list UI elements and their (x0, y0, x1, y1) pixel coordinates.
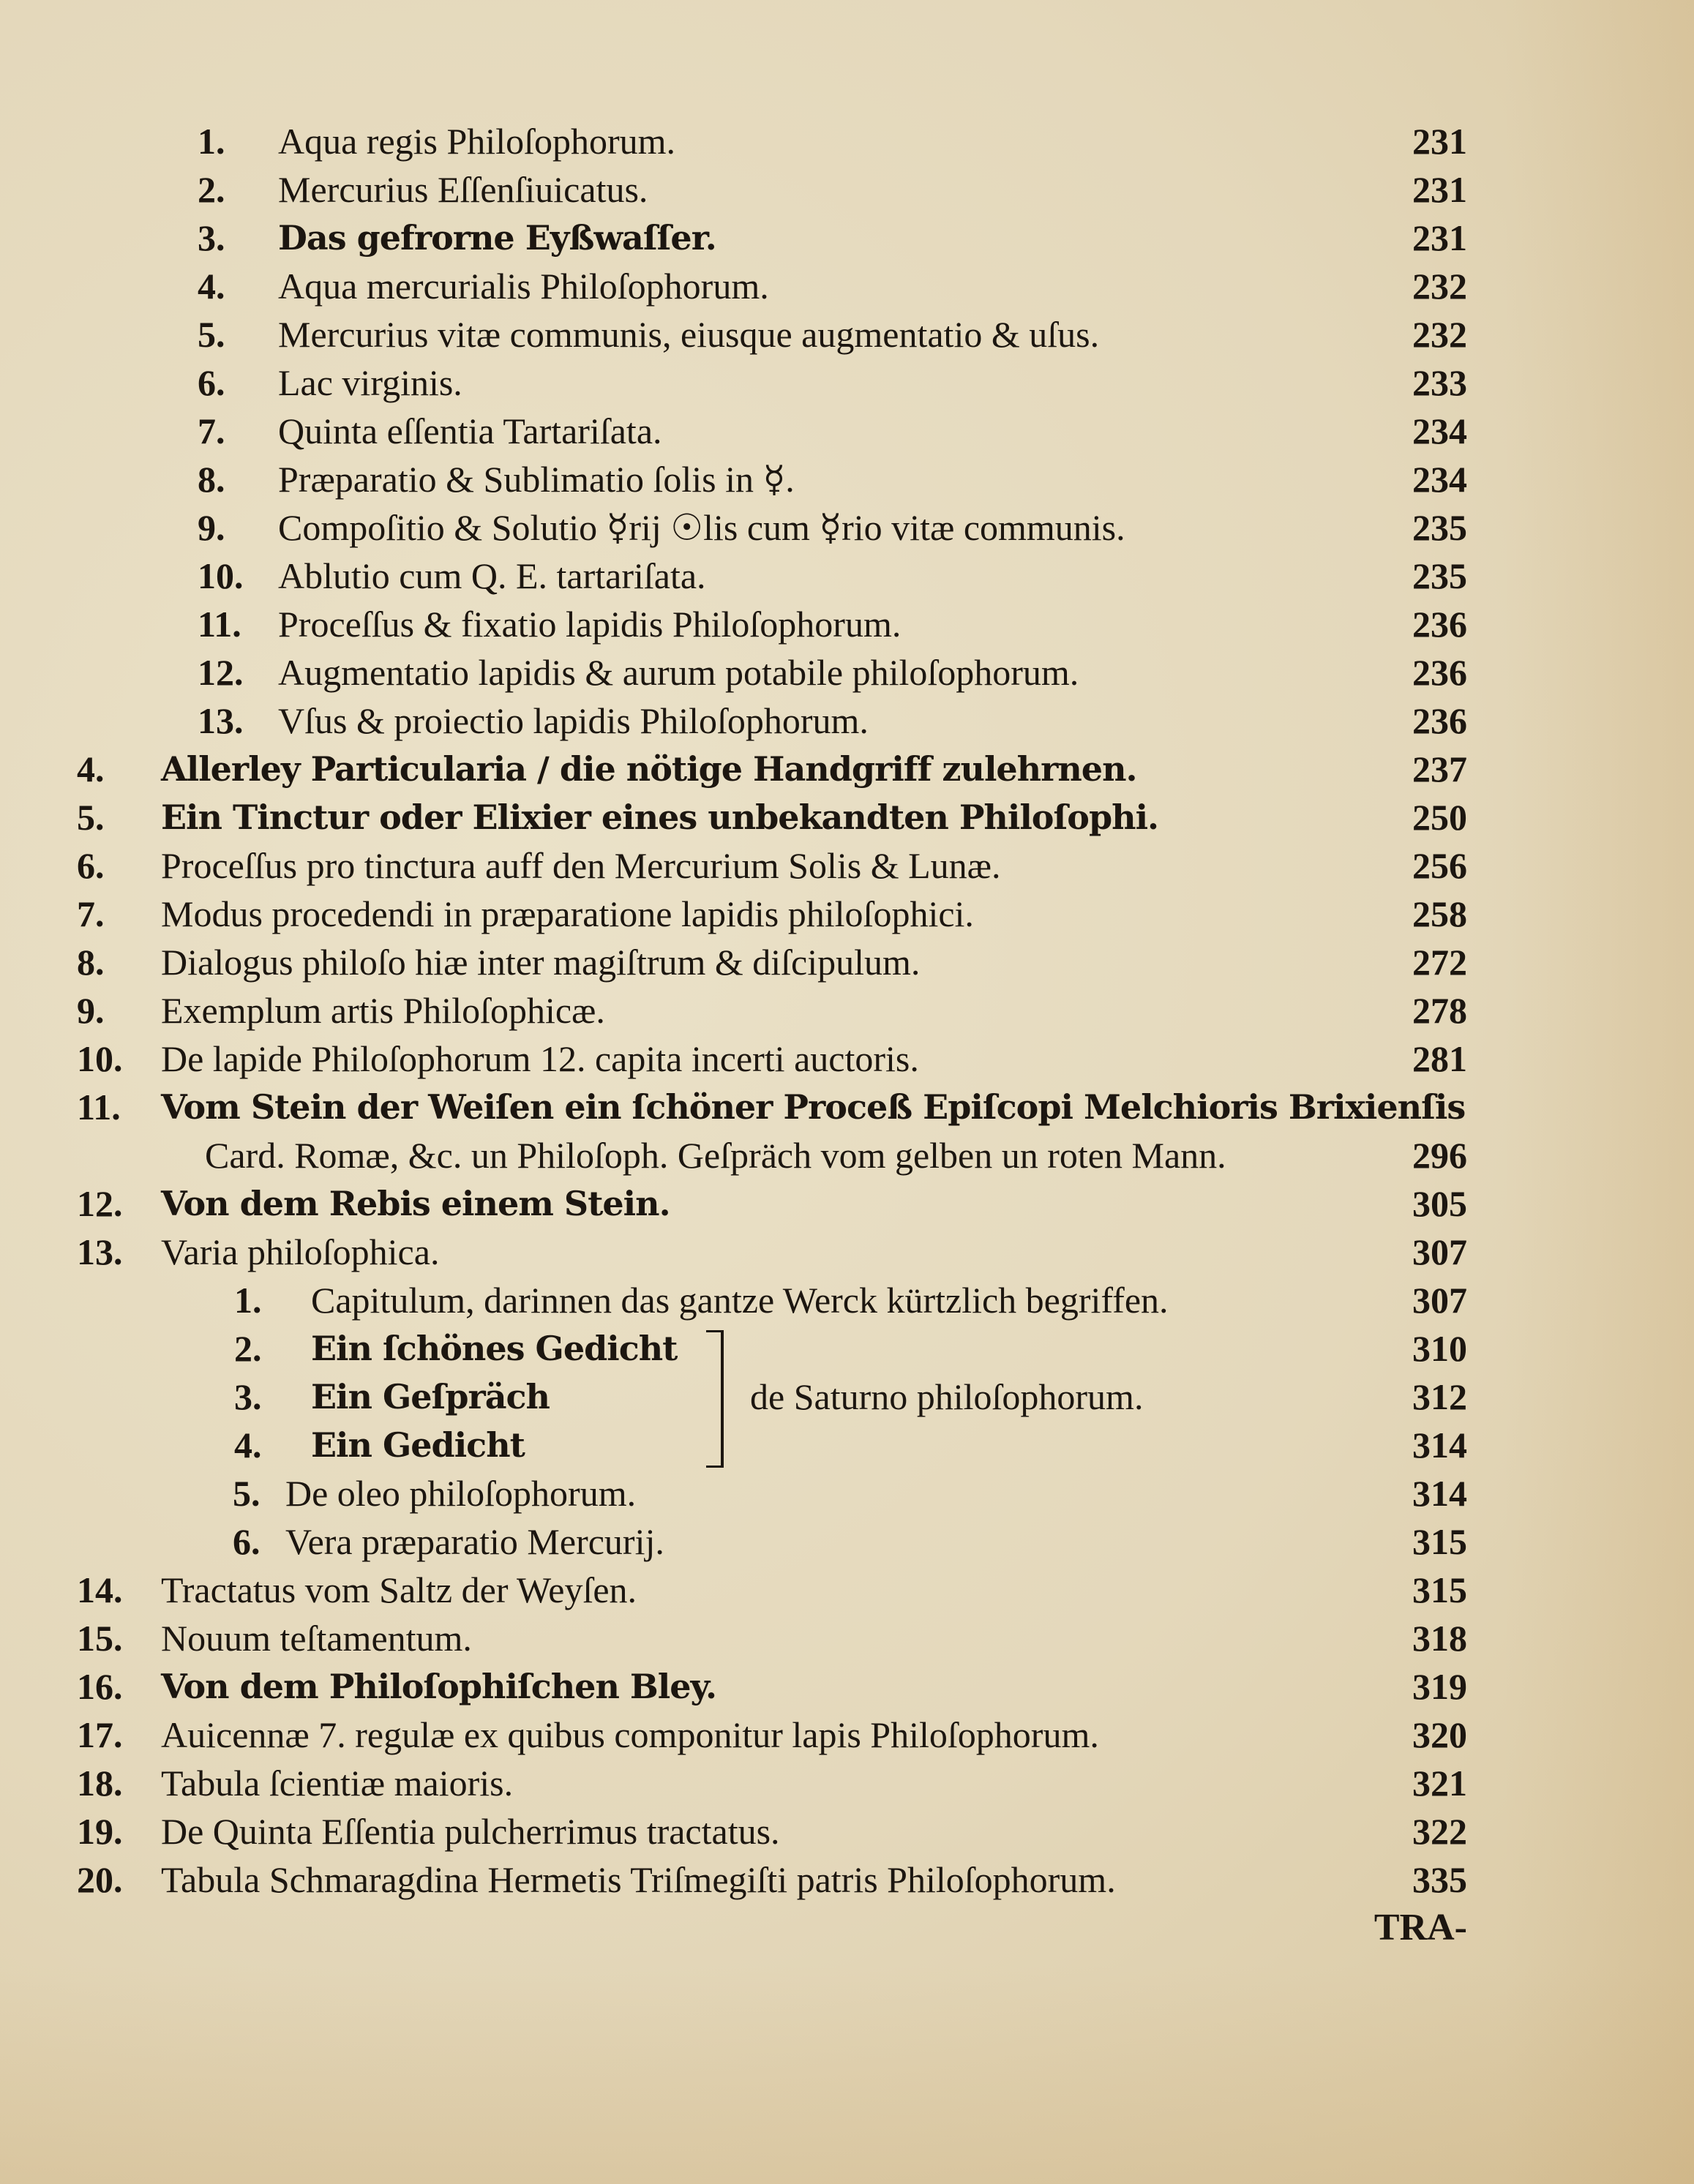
entry-title: Aqua regis Philoſophorum. (278, 121, 676, 162)
toc-entry (0, 1469, 1694, 1517)
entry-page-number: 234 (1412, 459, 1467, 500)
entry-page-number: 315 (1412, 1521, 1467, 1562)
toc-entry (0, 841, 1694, 890)
entry-number: 3. (234, 1376, 262, 1417)
entry-title: Præparatio & Sublimatio ſolis in ☿. (278, 459, 795, 500)
entry-number: 6. (77, 845, 105, 886)
entry-title: Ablutio cum Q. E. tartariſata. (278, 555, 706, 596)
entry-page-number: 231 (1412, 169, 1467, 210)
entry-page-number: 307 (1412, 1231, 1467, 1272)
toc-entry (0, 310, 1694, 359)
entry-number: 4. (77, 748, 105, 789)
entry-title: Card. Romæ, &c. un Philoſoph. Geſpräch vom gelben un roten Mann. (205, 1135, 1226, 1176)
entry-page-number: 231 (1412, 121, 1467, 162)
entry-title: Tabula ſcientiæ maioris. (161, 1763, 514, 1804)
entry-page-number: 305 (1412, 1183, 1467, 1224)
entry-number: 12. (77, 1183, 123, 1224)
entry-title: Ein Geſpräch (311, 1377, 550, 1416)
entry-page-number: 322 (1412, 1811, 1467, 1852)
entry-title: De Quinta Eſſentia pulcherrimus tractatus. (161, 1811, 780, 1852)
entry-number: 8. (198, 459, 225, 500)
entry-page-number: 235 (1412, 555, 1467, 596)
entry-page-number: 256 (1412, 845, 1467, 886)
toc-entry (0, 890, 1694, 938)
toc-entry (0, 1759, 1694, 1807)
entry-page-number: 314 (1412, 1425, 1467, 1466)
entry-page-number: 335 (1412, 1859, 1467, 1900)
entry-page-number: 278 (1412, 990, 1467, 1031)
entry-number: 9. (198, 507, 225, 548)
toc-entry (0, 503, 1694, 552)
entry-number: 6. (233, 1521, 261, 1562)
entry-number: 6. (198, 362, 225, 403)
entry-page-number: 231 (1412, 217, 1467, 258)
entry-page-number: 310 (1412, 1328, 1467, 1369)
entry-title: Vom Stein der Weiſen ein ſchöner Proceß Epiſcopi Melchioris Brixienſis (161, 1087, 1466, 1127)
entry-title: Allerley Particularia / die nötige Handgriff zulehrnen. (161, 749, 1137, 789)
entry-title: Lac virginis. (278, 362, 462, 403)
entry-title: Modus procedendi in præparatione lapidis philoſophici. (161, 893, 974, 934)
entry-page-number: 315 (1412, 1569, 1467, 1610)
entry-number: 3. (198, 217, 225, 258)
catchword: TRA- (1373, 1907, 1467, 1948)
entry-number: 17. (77, 1714, 123, 1755)
entry-page-number: 232 (1412, 266, 1467, 307)
entry-page-number: 281 (1412, 1038, 1467, 1079)
toc-entry (0, 1276, 1694, 1324)
entry-title: De oleo philoſophorum. (285, 1473, 637, 1514)
entry-number: 2. (234, 1328, 262, 1369)
entry-number: 5. (77, 797, 105, 838)
entry-title: Vera præparatio Mercurij. (285, 1521, 664, 1562)
entry-title: Von dem Rebis einem Stein. (161, 1184, 670, 1223)
toc-entry (0, 1324, 1694, 1373)
entry-number: 11. (198, 604, 241, 645)
entry-page-number: 321 (1412, 1763, 1467, 1804)
toc-entry (0, 1517, 1694, 1566)
toc-entry (0, 986, 1694, 1035)
entry-number: 10. (198, 555, 244, 596)
entry-number: 19. (77, 1811, 123, 1852)
entry-title: Tabula Schmaragdina Hermetis Triſmegiſti patris Philoſophorum. (161, 1859, 1116, 1900)
entry-title: Das gefrorne Eyßwaſſer. (278, 218, 716, 258)
toc-entry (0, 1083, 1694, 1131)
entry-page-number: 236 (1412, 652, 1467, 693)
entry-title: Tractatus vom Saltz der Weyſen. (161, 1569, 637, 1610)
entry-title: Dialogus philoſo hiæ inter magiſtrum & diſcipulum. (161, 942, 921, 983)
entry-number: 1. (198, 121, 225, 162)
toc-entry (0, 697, 1694, 745)
entry-page-number: 250 (1412, 797, 1467, 838)
toc-entry (0, 1614, 1694, 1662)
toc-entry (0, 745, 1694, 793)
entry-page-number: 272 (1412, 942, 1467, 983)
toc-entry (0, 1421, 1694, 1469)
entry-number: 5. (198, 314, 225, 355)
toc-entry (0, 938, 1694, 986)
toc-entry (0, 1566, 1694, 1614)
entry-page-number: 236 (1412, 700, 1467, 741)
toc-entry (0, 1035, 1694, 1083)
entry-title: Proceſſus & fixatio lapidis Philoſophorum. (278, 604, 902, 645)
entry-number: 13. (198, 700, 244, 741)
entry-page-number: 235 (1412, 507, 1467, 548)
entry-number: 14. (77, 1569, 123, 1610)
toc-entry (0, 1711, 1694, 1759)
entry-number: 4. (234, 1425, 262, 1466)
entry-title: Mercurius Eſſenſiuicatus. (278, 169, 648, 210)
toc-entry (0, 1807, 1694, 1855)
entry-title: Vſus & proiectio lapidis Philoſophorum. (278, 700, 869, 741)
entry-number: 12. (198, 652, 244, 693)
entry-title: Varia philoſophica. (161, 1231, 440, 1272)
entry-number: 7. (77, 893, 105, 934)
entry-page-number: 320 (1412, 1714, 1467, 1755)
entry-title: Capitulum, darinnen das gantze Werck kürtzlich begriffen. (311, 1280, 1169, 1321)
entry-number: 1. (234, 1280, 262, 1321)
toc-entry (0, 214, 1694, 262)
entry-title: Compoſitio & Solutio ☿rij ☉lis cum ☿rio vitæ communis. (278, 507, 1125, 548)
entry-page-number: 314 (1412, 1473, 1467, 1514)
entry-page-number: 258 (1412, 893, 1467, 934)
entry-page-number: 296 (1412, 1135, 1467, 1176)
entry-page-number: 312 (1412, 1376, 1467, 1417)
entry-title: Quinta eſſentia Tartariſata. (278, 410, 662, 451)
toc-entry (0, 359, 1694, 407)
toc-entry (0, 407, 1694, 455)
entry-title: Auicennæ 7. regulæ ex quibus componitur lapis Philoſophorum. (161, 1714, 1099, 1755)
entry-number: 9. (77, 990, 105, 1031)
entry-number: 10. (77, 1038, 123, 1079)
bracket-divider (706, 1330, 724, 1468)
toc-entry (0, 1662, 1694, 1711)
entry-page-number: 234 (1412, 410, 1467, 451)
entry-number: 2. (198, 169, 225, 210)
entry-title: Von dem Philoſophiſchen Bley. (161, 1667, 716, 1706)
toc-entry (0, 455, 1694, 503)
entry-title: Proceſſus pro tinctura auff den Mercurium Solis & Lunæ. (161, 845, 1001, 886)
toc-entry (0, 117, 1694, 165)
entry-number: 11. (77, 1087, 121, 1127)
toc-entry (0, 1855, 1694, 1904)
toc-entry (0, 793, 1694, 841)
toc-entry (0, 165, 1694, 214)
entry-number: 16. (77, 1666, 123, 1707)
toc-entry (0, 262, 1694, 310)
entry-title: Mercurius vitæ communis, eiusque augmentatio & uſus. (278, 314, 1100, 355)
entry-page-number: 237 (1412, 748, 1467, 789)
entry-title: Ein ſchönes Gedicht (311, 1329, 678, 1368)
entry-page-number: 236 (1412, 604, 1467, 645)
entry-title: Exemplum artis Philoſophicæ. (161, 990, 605, 1031)
entry-title: Ein Tinctur oder Elixier eines unbekandten Philoſophi. (161, 798, 1159, 837)
entry-number: 7. (198, 410, 225, 451)
toc-entry (0, 600, 1694, 648)
entry-number: 15. (77, 1618, 123, 1659)
entry-page-number: 318 (1412, 1618, 1467, 1659)
entry-page-number: 319 (1412, 1666, 1467, 1707)
entry-number: 13. (77, 1231, 123, 1272)
toc-entry (0, 552, 1694, 600)
toc-entry-continuation (0, 1131, 1694, 1179)
entry-number: 5. (233, 1473, 261, 1514)
toc-entry (0, 1228, 1694, 1276)
entry-page-number: 307 (1412, 1280, 1467, 1321)
toc-entry (0, 1179, 1694, 1228)
entry-title: Augmentatio lapidis & aurum potabile philoſophorum. (278, 652, 1079, 693)
entry-number: 20. (77, 1859, 123, 1900)
entry-number: 8. (77, 942, 105, 983)
entry-title: De lapide Philoſophorum 12. capita incerti auctoris. (161, 1038, 919, 1079)
toc-entry (0, 648, 1694, 697)
entry-page-number: 233 (1412, 362, 1467, 403)
entry-title: Nouum teſtamentum. (161, 1618, 472, 1659)
entry-title: Aqua mercurialis Philoſophorum. (278, 266, 769, 307)
entry-number: 4. (198, 266, 225, 307)
entry-title: Ein Gedicht (311, 1425, 525, 1465)
bracket-label: de Saturno philoſophorum. (750, 1376, 1144, 1417)
entry-page-number: 232 (1412, 314, 1467, 355)
entry-number: 18. (77, 1763, 123, 1804)
